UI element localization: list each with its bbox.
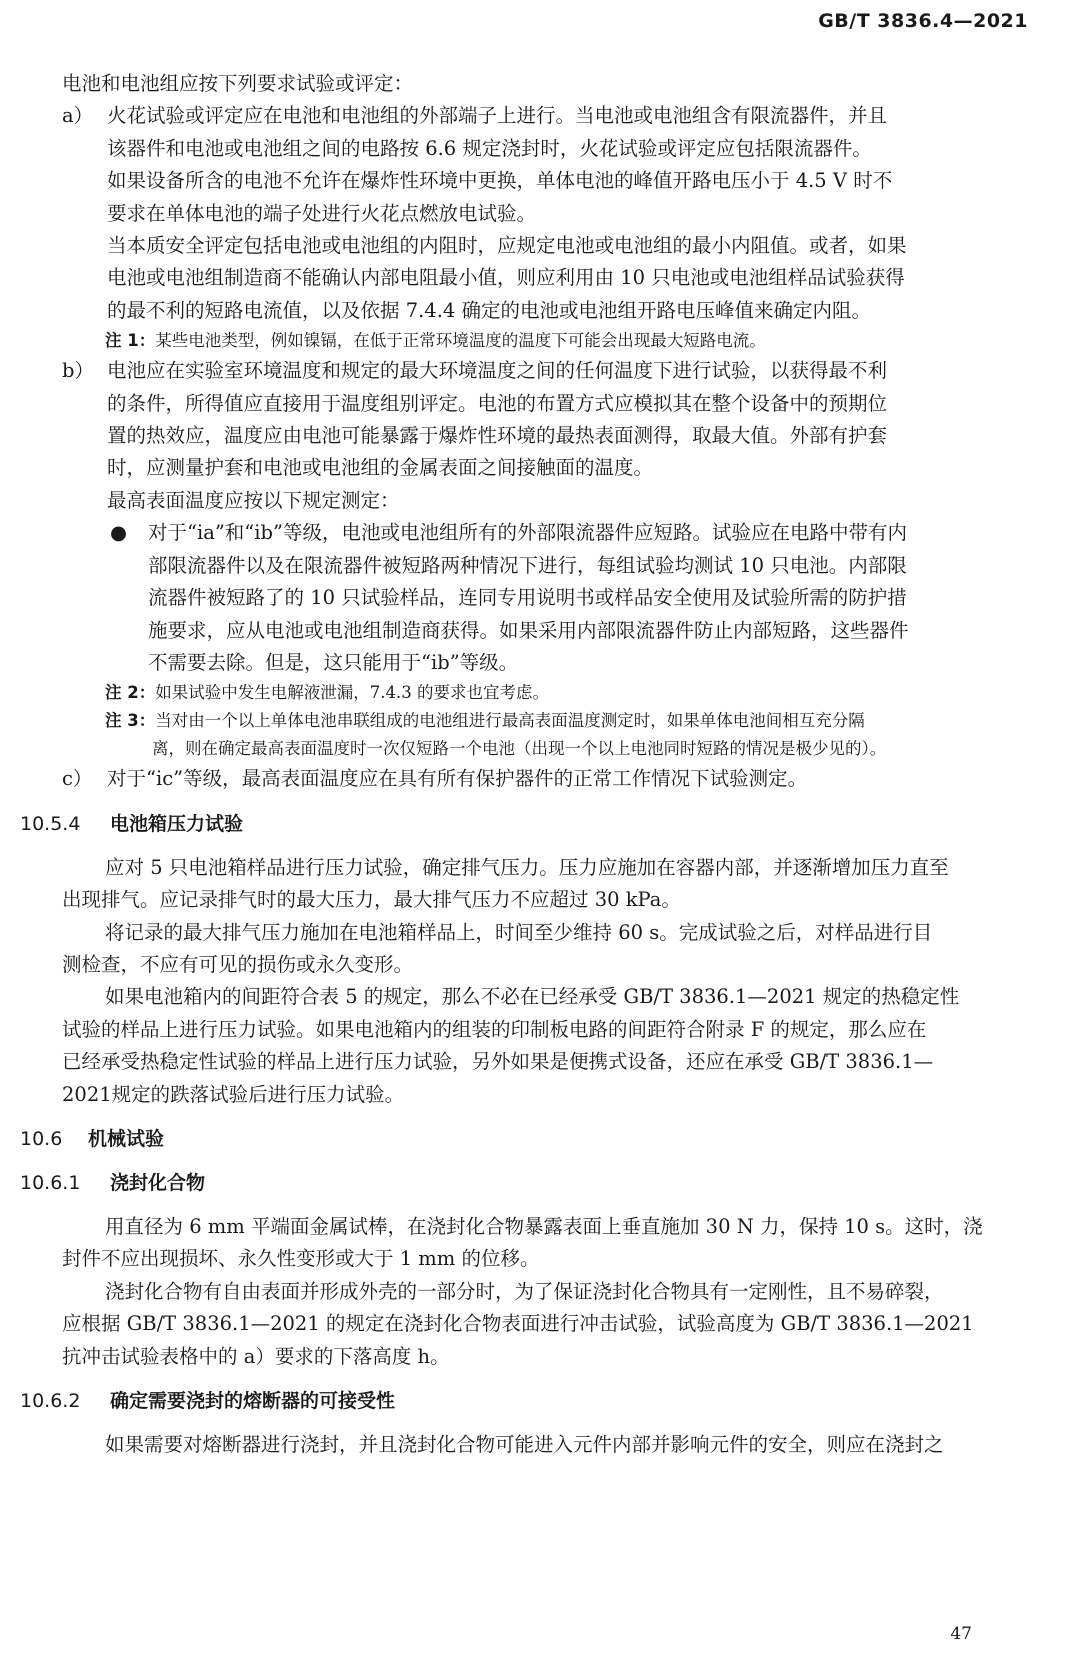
item-label: a） bbox=[62, 104, 94, 128]
section-number: 10.6.1 bbox=[20, 1171, 81, 1194]
list-item-a bbox=[62, 100, 1052, 327]
note-label: 注 3： bbox=[105, 711, 156, 731]
text-line: 火花试验或评定应在电池和电池组的外部端子上进行。当电池或电池组含有限流器件，并且 bbox=[107, 104, 888, 128]
text-line: 测检查，不应有可见的损伤或永久变形。 bbox=[62, 952, 414, 976]
bullet-item bbox=[62, 517, 1052, 679]
text-line: 电池或电池组制造商不能确认内部电阻最小值，则应利用由 10 只电池或电池组样品试验获得 bbox=[107, 266, 905, 290]
section-title: 电池箱压力试验 bbox=[110, 812, 244, 835]
text-line: 当本质安全评定包括电池或电池组的内阻时，应规定电池或电池组的最小内阻值。或者，如果 bbox=[107, 234, 907, 258]
text-line: 2021规定的跌落试验后进行压力试验。 bbox=[62, 1082, 405, 1106]
text-line: 要求在单体电池的端子处进行火花点燃放电试验。 bbox=[107, 201, 537, 225]
item-label: b） bbox=[62, 359, 94, 383]
text-line: 最高表面温度应按以下规定测定： bbox=[107, 488, 400, 512]
text-line: 如果设备所含的电池不允许在爆炸性环境中更换，单体电池的峰值开路电压小于 4.5 V 时不 bbox=[107, 169, 893, 193]
text-line: 置的热效应，温度应由电池可能暴露于爆炸性环境的最热表面测得，取最大值。外部有护套 bbox=[107, 424, 888, 448]
note-3-continued bbox=[62, 735, 1052, 763]
section-number: 10.6.2 bbox=[20, 1390, 81, 1412]
section-title: 机械试验 bbox=[88, 1127, 165, 1150]
text-line: 如果电池箱内的间距符合表 5 的规定，那么不必在已经承受 GB/T 3836.1—2021 规定的热稳定性 bbox=[105, 985, 960, 1009]
note-label: 注 2： bbox=[105, 683, 156, 703]
text-line: 流器件被短路了的 10 只试验样品，连同专用说明书或样品安全使用及试验所需的防护措 bbox=[148, 586, 907, 610]
text-line: 应对 5 只电池箱样品进行压力试验，确定排气压力。压力应施加在容器内部，并逐渐增加压力直至 bbox=[105, 855, 949, 879]
bullet-body bbox=[148, 517, 1052, 679]
text-line: 电池应在实验室环境温度和规定的最大环境温度之间的任何温度下进行试验，以获得最不利 bbox=[107, 359, 888, 383]
section-title: 确定需要浇封的熔断器的可接受性 bbox=[110, 1390, 396, 1412]
text-line: 施要求，应从电池或电池组制造商获得。如果采用内部限流器件防止内部短路，这些器件 bbox=[148, 618, 909, 642]
text-line: 部限流器件以及在限流器件被短路两种情况下进行，每组试验均测试 10 只电池。内部限 bbox=[148, 553, 907, 577]
text-line: 对于“ic”等级，最高表面温度应在具有所有保护器件的正常工作情况下试验测定。 bbox=[107, 767, 808, 791]
text-line: 将记录的最大排气压力施加在电池箱样品上，时间至少维持 60 s。完成试验之后，对样品进行目 bbox=[105, 920, 933, 944]
page-content bbox=[20, 68, 1052, 1461]
note-3 bbox=[62, 707, 1052, 735]
text-line: 应根据 GB/T 3836.1—2021 的规定在浇封化合物表面进行冲击试验，试验高度为 GB/T 3836.1—2021 bbox=[62, 1312, 974, 1336]
intro-text: 电池和电池组应按下列要求试验或评定： bbox=[62, 72, 414, 95]
note-label: 注 1： bbox=[105, 331, 156, 351]
text-line: 如果需要对熔断器进行浇封，并且浇封化合物可能进入元件内部并影响元件的安全，则应在浇封之 bbox=[105, 1433, 944, 1456]
text-line: 对于“ia”和“ib”等级，电池或电池组所有的外部限流器件应短路。试验应在电路中带有内 bbox=[148, 521, 907, 545]
section-heading-10-5-4 bbox=[20, 808, 1052, 840]
section-number: 10.5.4 bbox=[20, 812, 81, 835]
text-line: 时，应测量护套和电池或电池组的金属表面之间接触面的温度。 bbox=[107, 456, 654, 480]
text-line: 抗冲击试验表格中的 a）要求的下落高度 h。 bbox=[62, 1344, 450, 1368]
text-line: 不需要去除。但是，这只能用于“ib”等级。 bbox=[148, 650, 519, 674]
list-item-b bbox=[62, 355, 1052, 517]
item-body bbox=[107, 100, 1052, 327]
text-line: 已经承受热稳定性试验的样品上进行压力试验，另外如果是便携式设备，还应在承受 GB/T 3836.1— bbox=[62, 1050, 934, 1074]
item-body bbox=[107, 355, 1052, 517]
note-1 bbox=[62, 327, 1052, 355]
section-number: 10.6 bbox=[20, 1127, 63, 1150]
section-heading-10-6-1 bbox=[20, 1167, 1052, 1199]
text-line: 封件不应出现损坏、永久性变形或大于 1 mm 的位移。 bbox=[62, 1247, 540, 1271]
note-text: 当对由一个以上单体电池串联组成的电池组进行最高表面温度测定时，如果单体电池间相互充分隔 bbox=[155, 711, 865, 731]
document-code: GB/T 3836.4—2021 bbox=[818, 10, 1028, 32]
text-line: 的最不利的短路电流值，以及依据 7.4.4 确定的电池或电池组开路电压峰值来确定内阻。 bbox=[107, 298, 872, 322]
section-title: 浇封化合物 bbox=[110, 1171, 206, 1194]
note-2 bbox=[62, 679, 1052, 707]
text-line: 用直径为 6 mm 平端面金属试棒，在浇封化合物暴露表面上垂直施加 30 N 力，保持 10 s。这时，浇 bbox=[105, 1214, 983, 1238]
text-line: 的条件，所得值应直接用于温度组别评定。电池的布置方式应模拟其在整个设备中的预期位 bbox=[107, 391, 888, 415]
note-text: 离，则在确定最高表面温度时一次仅短路一个电池（出现一个以上电池同时短路的情况是极少见的）。 bbox=[152, 739, 887, 759]
section-heading-10-6-2 bbox=[20, 1385, 1052, 1417]
note-text: 某些电池类型，例如镍镉，在低于正常环境温度的温度下可能会出现最大短路电流。 bbox=[155, 331, 766, 351]
item-label: c） bbox=[62, 767, 93, 791]
item-body bbox=[107, 763, 1052, 795]
section-heading-10-6 bbox=[20, 1123, 1052, 1155]
list-item-c bbox=[62, 763, 1052, 795]
note-text: 如果试验中发生电解液泄漏，7.4.3 的要求也宜考虑。 bbox=[155, 683, 549, 703]
text-line: 浇封化合物有自由表面并形成外壳的一部分时，为了保证浇封化合物具有一定刚性，且不易碎裂， bbox=[105, 1279, 944, 1303]
text-line: 出现排气。应记录排气时的最大压力，最大排气压力不应超过 30 kPa。 bbox=[62, 888, 681, 912]
text-line: 该器件和电池或电池组之间的电路按 6.6 规定浇封时，火花试验或评定应包括限流器件。 bbox=[107, 136, 872, 160]
page-number: 47 bbox=[950, 1624, 972, 1644]
text-line: 试验的样品上进行压力试验。如果电池箱内的组装的印制板电路的间距符合附录 F 的规定，那么应在 bbox=[62, 1017, 927, 1041]
bullet-dot-icon: ● bbox=[110, 521, 128, 545]
